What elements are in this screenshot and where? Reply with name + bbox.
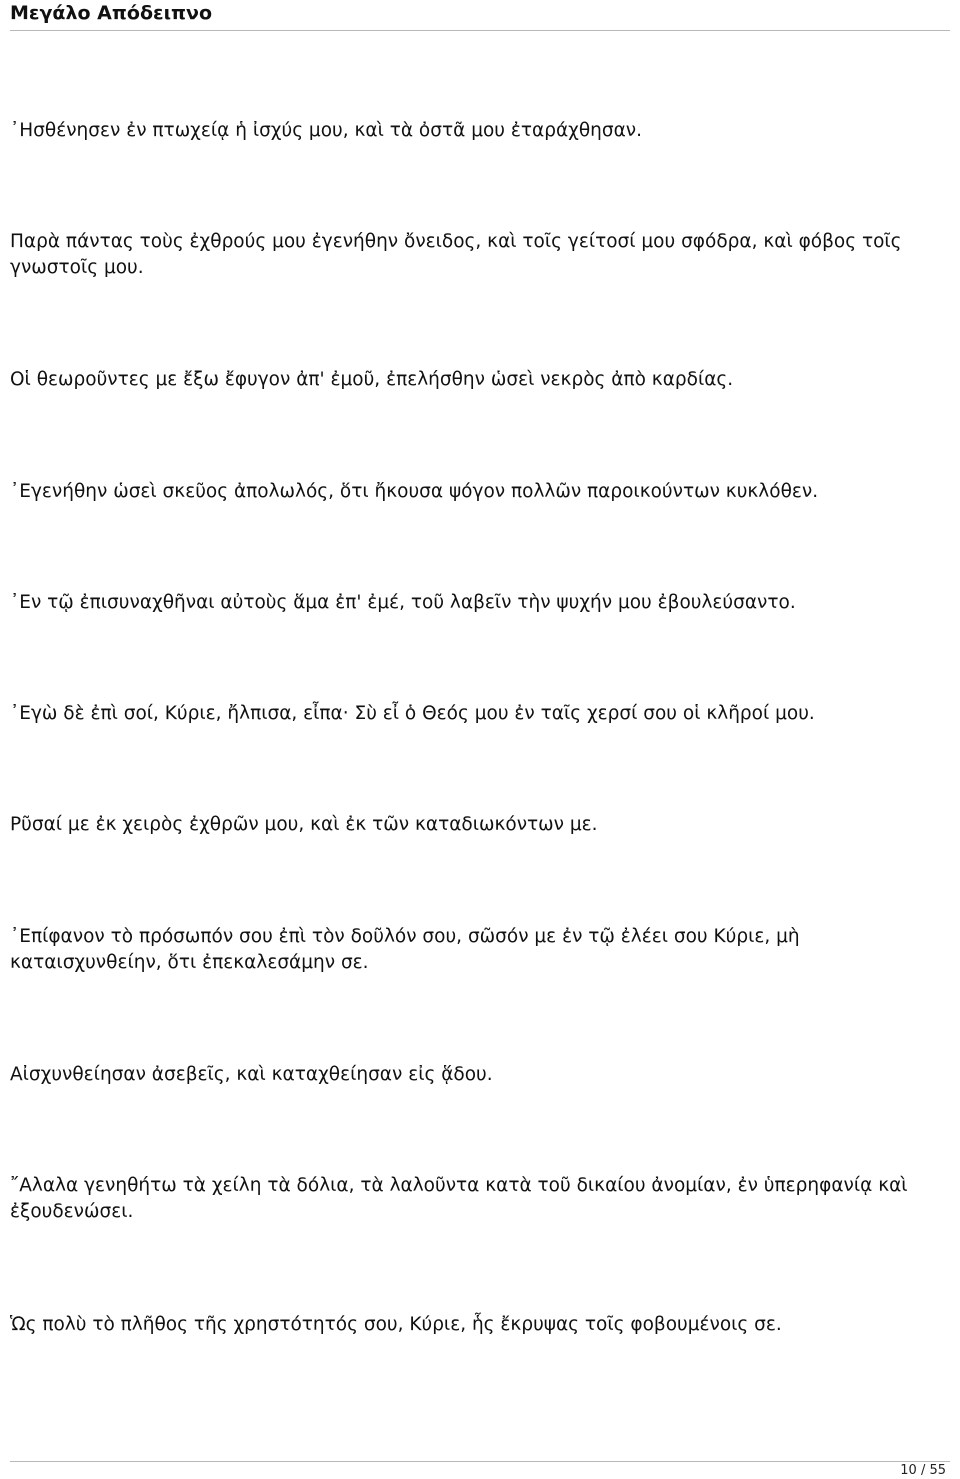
- verse-10: ῎Αλαλα γενηθήτω τὰ χείλη τὰ δόλια, τὰ λαλοῦντα κατὰ τοῦ δικαίου ἀνομίαν, ἐν ὑπερηφανίᾳ καὶ ἐξουδενώσει.: [10, 1175, 908, 1222]
- verse-11: Ὡς πολὺ τὸ πλῆθος τῆς χρηστότητός σου, Κύριε, ἧς ἔκρυψας τοῖς φοβουμένοις σε.: [10, 1314, 782, 1335]
- verse-6: ᾿Εγὼ δὲ ἐπὶ σοί, Κύριε, ἤλπισα, εἶπα· Σὺ εἶ ὁ Θεός μου ἐν ταῖς χερσί σου οἱ κλῆροί μου.: [10, 703, 815, 724]
- verse-2: Παρὰ πάντας τοὺς ἐχθρούς μου ἐγενήθην ὄνειδος, καὶ τοῖς γείτοσί μου σφόδρα, καὶ φόβος τοῖς γνωστοῖς μου.: [10, 231, 902, 278]
- verse-3: Οἱ θεωροῦντες με ἔξω ἔφυγον ἀπ' ἐμοῦ, ἐπελήσθην ὡσεὶ νεκρὸς ἀπὸ καρδίας.: [10, 369, 734, 390]
- verse-8: ᾿Επίφανον τὸ πρόσωπόν σου ἐπὶ τὸν δοῦλόν σου, σῶσόν με ἐν τῷ ἐλέει σου Κύριε, μὴ καταισχυνθείην, ὅτι ἐπεκαλεσάμην σε.: [10, 926, 800, 973]
- footer-divider: [10, 1461, 950, 1462]
- verse-5: ᾿Εν τῷ ἐπισυναχθῆναι αὐτοὺς ἅμα ἐπ' ἐμέ, τοῦ λαβεῖν τὴν ψυχήν μου ἐβουλεύσαντο.: [10, 592, 796, 613]
- verse-7: Ρῦσαί με ἐκ χειρὸς ἐχθρῶν μου, καὶ ἐκ τῶν καταδιωκόντων με.: [10, 814, 598, 835]
- verse-4: ᾿Εγενήθην ὡσεὶ σκεῦος ἀπολωλός, ὅτι ἤκουσα ψόγον πολλῶν παροικούντων κυκλόθεν.: [10, 481, 819, 502]
- header-divider: [10, 30, 950, 31]
- document-title: Μεγάλο Απόδειπνο: [10, 2, 213, 24]
- page-number: 10 / 55: [900, 1463, 946, 1478]
- verse-1: ᾿Ησθένησεν ἐν πτωχείᾳ ἡ ἰσχύς μου, καὶ τὰ ὀστᾶ μου ἐταράχθησαν.: [10, 120, 642, 141]
- verse-9: Αἰσχυνθείησαν ἀσεβεῖς, καὶ καταχθείησαν εἰς ᾅδου.: [10, 1064, 493, 1085]
